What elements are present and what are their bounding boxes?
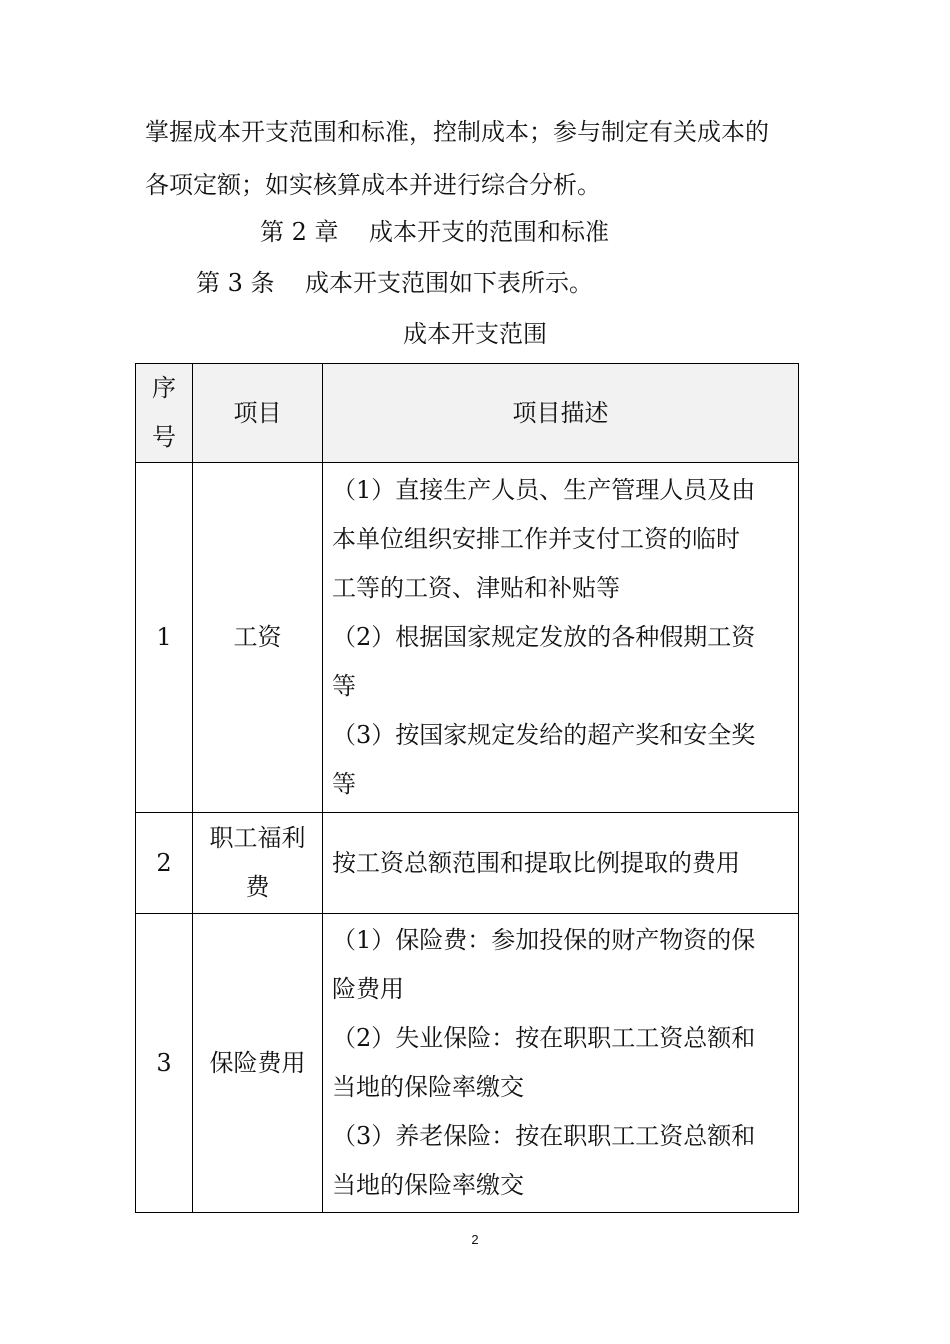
- chapter-heading: 第 2 章 成本开支的范围和标准: [260, 218, 610, 246]
- desc-line: 工等的工资、津贴和补贴等: [332, 574, 620, 602]
- desc-line: （1）保险费：参加投保的财产物资的保: [332, 926, 756, 954]
- desc-line: （3）养老保险：按在职职工工资总额和: [332, 1122, 756, 1150]
- desc-line: 当地的保险率缴交: [332, 1171, 524, 1199]
- cost-scope-table: [135, 363, 799, 1213]
- row-item: [193, 914, 323, 1213]
- row-item-line: 费: [245, 873, 270, 901]
- row-no: 2: [136, 813, 193, 914]
- desc-line: 按工资总额范围和提取比例提取的费用: [332, 848, 740, 877]
- header-no-line-1: 序: [152, 374, 176, 402]
- desc-line: （2）失业保险：按在职职工工资总额和: [332, 1024, 756, 1052]
- article-3-text: 第 3 条 成本开支范围如下表所示。: [196, 269, 594, 297]
- header-no: [136, 364, 193, 463]
- table-row: [136, 463, 799, 813]
- desc-line: 等: [332, 770, 356, 798]
- header-item: 项目: [193, 364, 323, 463]
- row-item: [193, 813, 323, 914]
- row-desc: [323, 914, 799, 1213]
- table-row: [136, 914, 799, 1213]
- table-title: 成本开支范围: [403, 320, 547, 348]
- header-no-line-2: 号: [152, 423, 176, 451]
- intro-line-1: 掌握成本开支范围和标准，控制成本；参与制定有关成本的: [145, 118, 769, 146]
- desc-line: （1）直接生产人员、生产管理人员及由: [332, 476, 756, 504]
- row-item-line: 保险费用: [209, 1048, 306, 1077]
- desc-line: （2）根据国家规定发放的各种假期工资: [332, 623, 756, 651]
- header-desc: 项目描述: [323, 364, 799, 463]
- desc-line: 当地的保险率缴交: [332, 1073, 524, 1101]
- table-header-row: [136, 364, 799, 463]
- row-item-line: 职工福利: [209, 824, 306, 852]
- table-row: [136, 813, 799, 914]
- intro-line-2: 各项定额；如实核算成本并进行综合分析。: [145, 171, 601, 199]
- desc-line: （3）按国家规定发给的超产奖和安全奖: [332, 721, 756, 749]
- row-no: 1: [136, 463, 193, 813]
- row-desc: [323, 813, 799, 914]
- desc-line: 等: [332, 672, 356, 700]
- row-desc: [323, 463, 799, 813]
- desc-line: 险费用: [332, 975, 404, 1003]
- page-number: 2: [471, 1232, 479, 1247]
- row-item-line: 工资: [233, 623, 282, 651]
- row-no: 3: [136, 914, 193, 1213]
- desc-line: 本单位组织安排工作并支付工资的临时: [332, 525, 740, 553]
- row-item: [193, 463, 323, 813]
